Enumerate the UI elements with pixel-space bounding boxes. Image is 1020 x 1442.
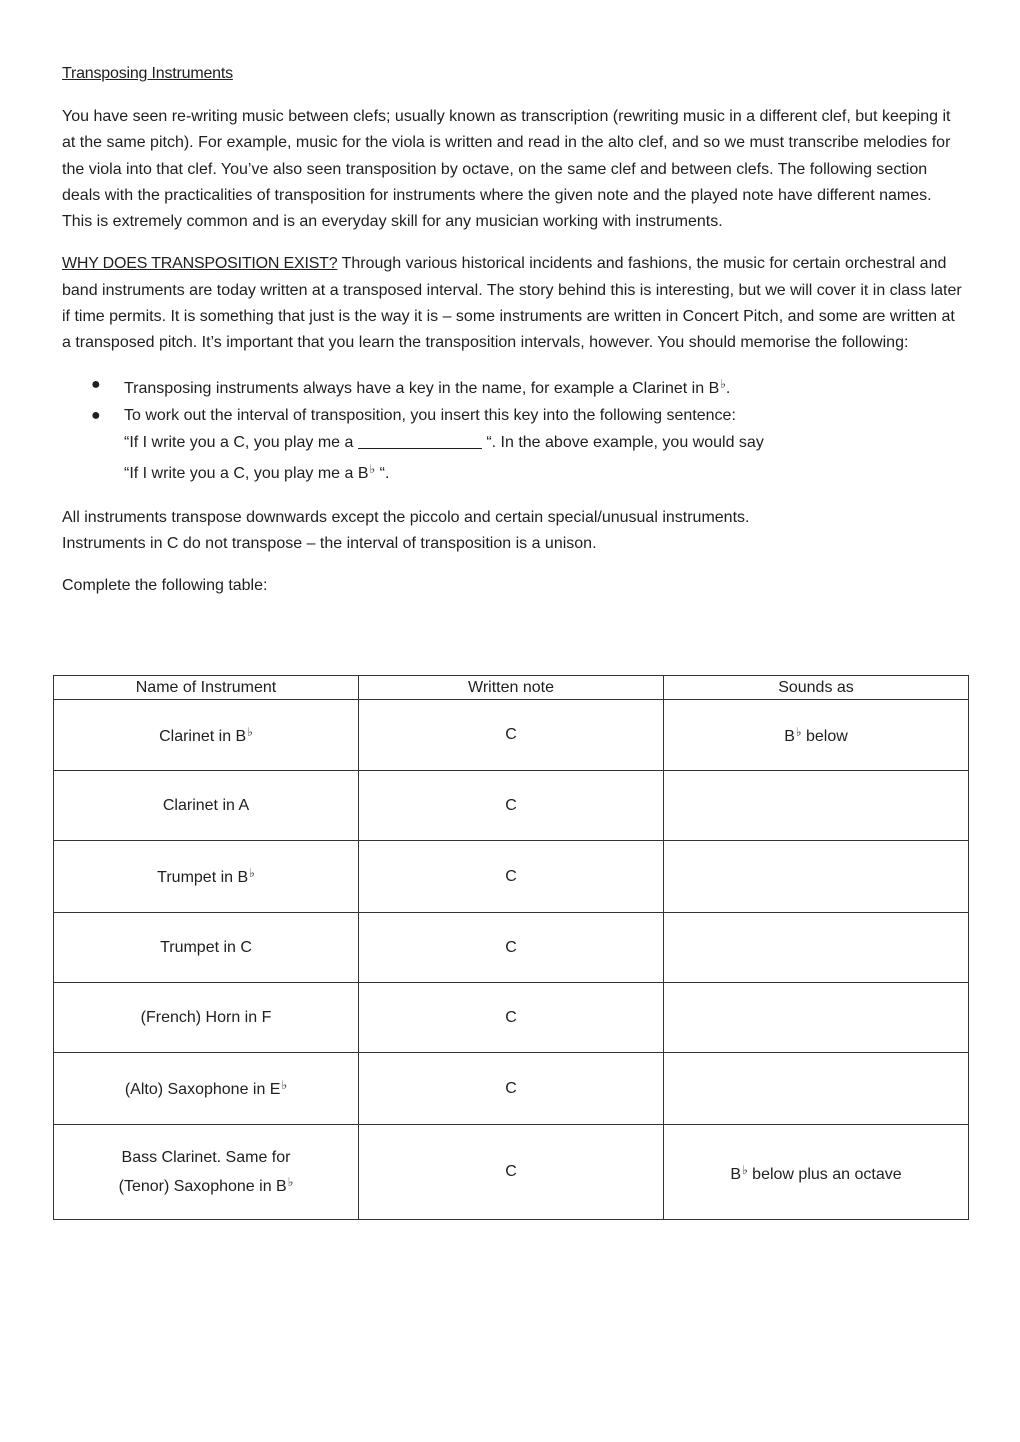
instrument-cell: Clarinet in B♭ <box>54 700 359 771</box>
flat-symbol: ♭ <box>281 1078 288 1092</box>
document-page <box>62 62 962 617</box>
sounds-as-cell[interactable] <box>664 983 969 1053</box>
flat-symbol: ♭ <box>287 1174 294 1189</box>
bullet-icon: ● <box>91 375 101 393</box>
sounds-as-cell[interactable] <box>664 841 969 913</box>
intro-paragraph: You have seen re-writing music between clefs; usually known as transcription (rewriting music in a different clef, but keeping it at the same pitch). For example, music for the viola is written and read in the alto clef, and so we must transcribe melodies for the viola into that clef. You’ve also seen transposition by octave, on the same clef and between clefs. The following section deals with the practicalities of transposition for instruments where the given note and the played note have different names. This is extremely common and is an everyday skill for any musician working with instruments. <box>62 108 951 231</box>
column-header-instrument: Name of Instrument <box>54 676 359 700</box>
flat-symbol: ♭ <box>247 724 253 739</box>
written-note-cell: C <box>359 1053 664 1125</box>
sounds-as-cell: B♭ below plus an octave <box>664 1125 969 1220</box>
flat-symbol: ♭ <box>795 724 802 739</box>
why-paragraph <box>62 251 962 356</box>
flat-symbol: ♭ <box>720 376 726 391</box>
flat-symbol: ♭ <box>249 866 255 880</box>
table-row <box>54 771 969 841</box>
transposition-table <box>53 675 969 1220</box>
written-note-cell: C <box>359 700 664 771</box>
instrument-cell: Trumpet in C <box>54 913 359 983</box>
sounds-as-cell: B♭ below <box>664 700 969 771</box>
table-row <box>54 1053 969 1125</box>
table-instruction: Complete the following table: <box>62 577 268 595</box>
table-row <box>54 1125 969 1220</box>
transposition-note: All instruments transpose downwards except the piccolo and certain special/unusual instruments. Instruments in C do not transpose – the interval of transposition is a unison. <box>62 508 750 552</box>
table-header-row <box>54 676 969 700</box>
flat-symbol: ♭ <box>742 1162 748 1177</box>
table-row <box>54 913 969 983</box>
sounds-as-cell[interactable] <box>664 1053 969 1125</box>
list-item: ● Transposing instruments always have a key in the name, for example a Clarinet in B♭. <box>62 371 962 402</box>
list-item: ● To work out the interval of transposition, you insert this key into the following sentence: “If I write you a C, you play me a “. In the above example, you would say “If I write you a C, you play me a B♭ “. <box>62 402 962 487</box>
why-body: Through various historical incidents and fashions, the music for certain orchestral and band instruments are today written at a transposed interval. The story behind this is interesting, but we will cover it in class later if time permits. It is something that just is the way it is – some instruments are written in Concert Pitch, and some are written at a transposed pitch. It’s important that you learn the transposition intervals, however. You should memorise the following: <box>62 255 962 352</box>
column-header-written: Written note <box>359 676 664 700</box>
instrument-cell: Trumpet in B♭ <box>54 841 359 913</box>
written-note-cell: C <box>359 1125 664 1220</box>
flat-symbol: ♭ <box>369 461 376 476</box>
fill-in-blank[interactable] <box>358 430 482 449</box>
written-note-cell: C <box>359 983 664 1053</box>
page-title: Transposing Instruments <box>62 65 233 82</box>
table-row <box>54 700 969 771</box>
sounds-as-cell[interactable] <box>664 771 969 841</box>
bullet-icon: ● <box>91 406 101 424</box>
written-note-cell: C <box>359 771 664 841</box>
written-note-cell: C <box>359 913 664 983</box>
instrument-cell: (French) Horn in F <box>54 983 359 1053</box>
table-row <box>54 841 969 913</box>
bullet-list <box>62 371 962 487</box>
written-note-cell: C <box>359 841 664 913</box>
sounds-as-cell[interactable] <box>664 913 969 983</box>
instrument-cell: (Alto) Saxophone in E♭ <box>54 1053 359 1125</box>
instrument-cell: Clarinet in A <box>54 771 359 841</box>
column-header-sounds: Sounds as <box>664 676 969 700</box>
instrument-cell: Bass Clarinet. Same for (Tenor) Saxophone in B♭ <box>54 1125 359 1220</box>
why-heading: WHY DOES TRANSPOSITION EXIST? <box>62 255 338 273</box>
table-row <box>54 983 969 1053</box>
